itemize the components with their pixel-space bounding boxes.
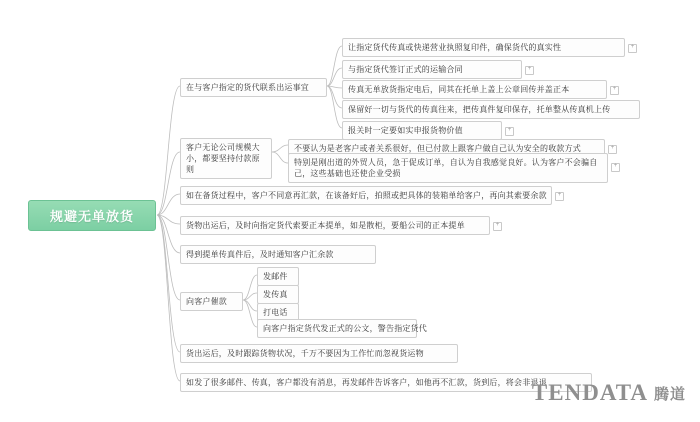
leaf-node[interactable] — [288, 153, 608, 183]
branch-node[interactable] — [180, 245, 376, 264]
branch-node-label: 在与客户指定的货代联系出运事宜 — [186, 83, 309, 92]
leaf-node-label: 传真无单放货指定电后，同其在托单上盖上公章回传并盖正本 — [348, 85, 570, 94]
branch-node[interactable] — [180, 138, 272, 179]
branch-node[interactable] — [180, 292, 243, 311]
leaf-node-label: 让指定货代传真或快递营业执照复印件，确保货代的真实性 — [348, 43, 562, 52]
leaf-node-label: 特别是刚出道的外贸人员，急于促成订单，自认为自我感觉良好。认为客户不会骗自己，这些基础也还使企业受损 — [294, 158, 598, 178]
root-node[interactable] — [28, 200, 156, 231]
leaf-node[interactable] — [257, 319, 427, 338]
leaf-node-label: 与指定货代签订正式的运输合同 — [348, 65, 463, 74]
branch-node-label: 得到提单传真件后，及时通知客户汇余款 — [186, 250, 334, 259]
leaf-node-label: 发传真 — [263, 290, 288, 299]
leaf-node-label: 向客户指定货代发正式的公文，警告指定货代 — [263, 324, 427, 333]
expand-icon[interactable]: + — [608, 145, 617, 154]
watermark — [532, 380, 686, 406]
leaf-node-label: 保留好一切与货代的传真往来，把传真件复印保存，托单整从传真机上传 — [348, 105, 611, 114]
branch-node[interactable] — [180, 373, 592, 392]
leaf-node[interactable] — [342, 60, 522, 79]
expand-icon[interactable]: + — [611, 163, 620, 172]
leaf-node[interactable] — [257, 267, 299, 286]
branch-node[interactable] — [180, 186, 552, 205]
branch-node-label: 客户无论公司规模大小，都要坚持付款原则 — [186, 143, 260, 174]
leaf-node-label: 打电话 — [263, 308, 288, 317]
expand-icon[interactable]: + — [555, 192, 564, 201]
expand-icon[interactable]: + — [628, 44, 637, 53]
expand-icon[interactable]: + — [525, 66, 534, 75]
branch-node-label: 如在备货过程中，客户不同意再汇款，在该备好后，拍照或把具体的装箱单给客户，再向其索要余款 — [186, 191, 547, 200]
leaf-node[interactable] — [342, 80, 607, 99]
leaf-node[interactable] — [342, 38, 625, 57]
branch-node[interactable] — [180, 216, 490, 235]
watermark-brand-cn: 腾道 — [653, 386, 686, 403]
expand-icon[interactable]: + — [505, 127, 514, 136]
leaf-node[interactable] — [342, 121, 502, 140]
leaf-node[interactable] — [257, 285, 299, 304]
leaf-node-label: 不要认为是老客户或者关系很好，但已付款上跟客户做自己认为安全的收款方式 — [294, 144, 581, 153]
branch-node[interactable] — [180, 78, 327, 97]
branch-node-label: 货出运后，及时跟踪货物状况，千万不要因为工作忙而忽视货运物 — [186, 349, 424, 358]
root-node-label: 规避无单放货 — [49, 209, 134, 224]
expand-icon[interactable]: + — [610, 86, 619, 95]
branch-node[interactable] — [180, 344, 458, 363]
leaf-node[interactable] — [342, 100, 640, 119]
branch-node-label: 向客户催款 — [186, 297, 227, 306]
branch-node-label: 货物出运后，及时向指定货代索要正本提单，如是散柜，要船公司的正本提单 — [186, 221, 465, 230]
leaf-node-label: 报关时一定要如实申报货物价值 — [348, 126, 463, 135]
branch-node-label: 如发了很多邮件、传真，客户都没有消息，再发邮件告诉客户，如他再不汇款，货到后，将会非退退 — [186, 378, 547, 387]
watermark-brand: TENDATA — [531, 380, 648, 405]
leaf-node-label: 发邮件 — [263, 272, 288, 281]
expand-icon[interactable]: + — [493, 222, 502, 231]
